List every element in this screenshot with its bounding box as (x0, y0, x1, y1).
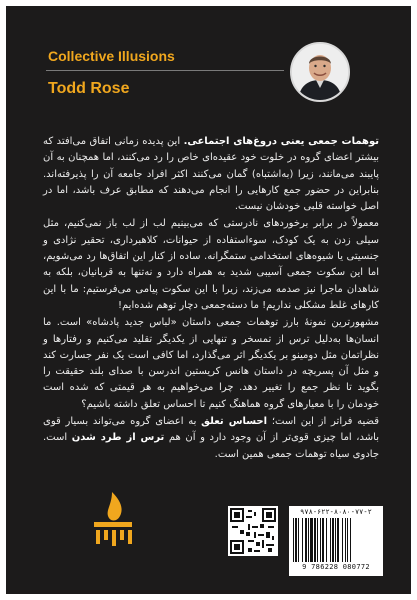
barcode-bars (293, 518, 379, 562)
author-photo (290, 42, 350, 102)
isbn-text: ۹۷۸-۶۲۲-۸۰۸۰-۷۷-۲ (300, 508, 372, 516)
barcode-digits: 9 786228 080772 (302, 563, 370, 571)
qr-code (228, 506, 278, 556)
isbn-barcode (289, 506, 383, 576)
emphasis-belonging: احساس تعلق (201, 416, 268, 428)
paragraph-3: مشهورترین نمونهٔ بارز توهمات جمعی داستان «لباس جدید پادشاه» است. ما انسان‌ها به‌دلیل ترس از تمسخر و تنهایی از یکدیگر تقلید می‌کنیم و رفتارها و نظراتمان مثل دومینو بر یکدیگر اثر می‌گذارد، اما کافی است یک نفر جسارت کند و مثل آن پسربچه در داستان هانس کریستین اندرسن با صدای بلند حقیقت را بگوید تا نظر جمع را تغییر دهد. چرا می‌خواهیم به هر قیمتی که شده است خودمان را با معیارهای گروه هماهنگ کنیم تا احساس تعلق داشته باشیم؟ (43, 317, 379, 410)
divider (46, 70, 284, 71)
emphasis-rejection: ترس از طرد شدن (71, 432, 165, 444)
paragraph-1 (43, 134, 379, 215)
blurb (43, 134, 379, 464)
paragraph-4: قضیه فراتر از این است؛ احساس تعلق به اعضای گروه می‌تواند بسیار قوی باشد، اما چیزی قوی‌تر از آن وجود دارد و آن هم ترس از طرد شدن است. جادوی سیاه توهمات جمعی همین است. (43, 416, 379, 460)
paragraph-1-lead: توهمات جمعی یعنی دروغ‌های اجتماعی. (183, 136, 379, 147)
author-name: Todd Rose (48, 80, 130, 97)
paragraph-2: معمولاً در برابر برخوردهای نادرستی که می‌بینیم لب از لب باز نمی‌کنیم، مثل سیلی زدن به یک کودک، سوءاستفاده از حیوانات، کلاهبرداری، تحقیر نژادی و جنسیتی یا شیوه‌های استخدامی ستمگرانه. ساده از کنار این اتفاق‌ها رد می‌شویم، اما این سکوت جمعی آسیبی شدید به همراه دارد و نه‌تنها به قربانیان، بلکه به شاهدان ماجرا نیز صدمه می‌زند، زیرا با این سکوت پیامی می‌فرستیم: ما با این کارهای غلط مشکلی نداریم! ما دسته‌جمعی دچار توهم شده‌ایم! (43, 218, 379, 311)
book-title: Collective Illusions (48, 48, 175, 64)
back-cover (6, 6, 411, 594)
paragraph-1-text: این پدیده زمانی اتفاق می‌افتد که بیشتر اعضای گروه در خلوت خود عقیده‌ای خاص را رد می‌کنند، اما همچنان به آن پایبند می‌مانند، زیرا (به‌اشتباه) گمان می‌کنند اکثر افراد جامعه آن را پذیرفته‌اند. بنابراین در حضور جمع کارهایی را انجام می‌دهند که مطابق عرف باشد، اما در اصل خواسته قلبی خودشان نیست. (43, 136, 379, 213)
publisher-logo (90, 490, 136, 550)
